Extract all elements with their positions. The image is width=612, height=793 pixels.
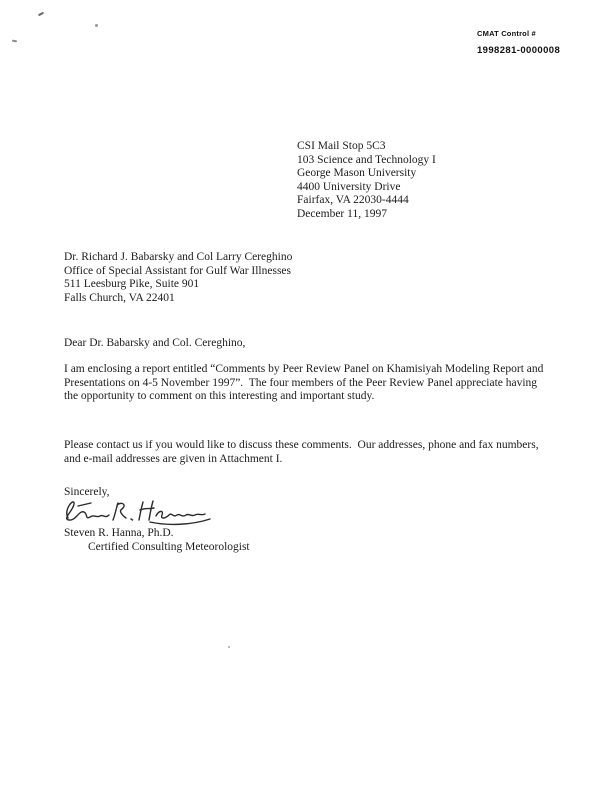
scan-artifact xyxy=(38,12,44,17)
signer-name: Steven R. Hanna, Ph.D. xyxy=(64,527,174,539)
closing-sincerely: Sincerely, xyxy=(64,486,110,498)
sender-address-line: CSI Mail Stop 5C3 xyxy=(297,140,386,152)
signer-title: Certified Consulting Meteorologist xyxy=(88,541,250,553)
body-paragraph-2: Please contact us if you would like to discuss these comments. Our addresses, phone and fax numbers, and e-mail addresses are given in Attachment I. xyxy=(64,439,542,465)
sender-address-line: Fairfax, VA 22030-4444 xyxy=(297,194,409,206)
recipient-address-line: 511 Leesburg Pike, Suite 901 xyxy=(64,278,200,290)
letter-date: December 11, 1997 xyxy=(297,207,387,220)
control-number-block xyxy=(477,27,560,57)
sender-address-block xyxy=(297,140,436,221)
recipient-address-line: Dr. Richard J. Babarsky and Col Larry Cereghino xyxy=(64,251,293,263)
scan-artifact xyxy=(228,646,230,648)
signature-svg xyxy=(58,494,216,528)
salutation: Dear Dr. Babarsky and Col. Cereghino, xyxy=(64,337,246,349)
sender-address-line: George Mason University xyxy=(297,167,417,179)
scan-artifact xyxy=(95,24,98,27)
recipient-address-line: Office of Special Assistant for Gulf War Illnesses xyxy=(64,264,292,277)
sender-address-line: 4400 University Drive xyxy=(297,180,401,193)
control-number-label: CMAT Control # xyxy=(477,29,536,38)
recipient-address-line: Falls Church, VA 22401 xyxy=(64,291,175,304)
body-paragraph-1: I am enclosing a report entitled “Comments by Peer Review Panel on Khamisiyah Modeling Report and Presentations on 4-5 November 1997”. The four members of the Peer Review Panel appreciate having the opportunity to comment on this interesting and important study. xyxy=(64,363,547,402)
scan-artifact xyxy=(12,40,17,43)
recipient-address-block xyxy=(64,251,292,305)
control-number-value: 1998281-0000008 xyxy=(477,44,561,56)
sender-address-line: 103 Science and Technology I xyxy=(297,153,436,166)
